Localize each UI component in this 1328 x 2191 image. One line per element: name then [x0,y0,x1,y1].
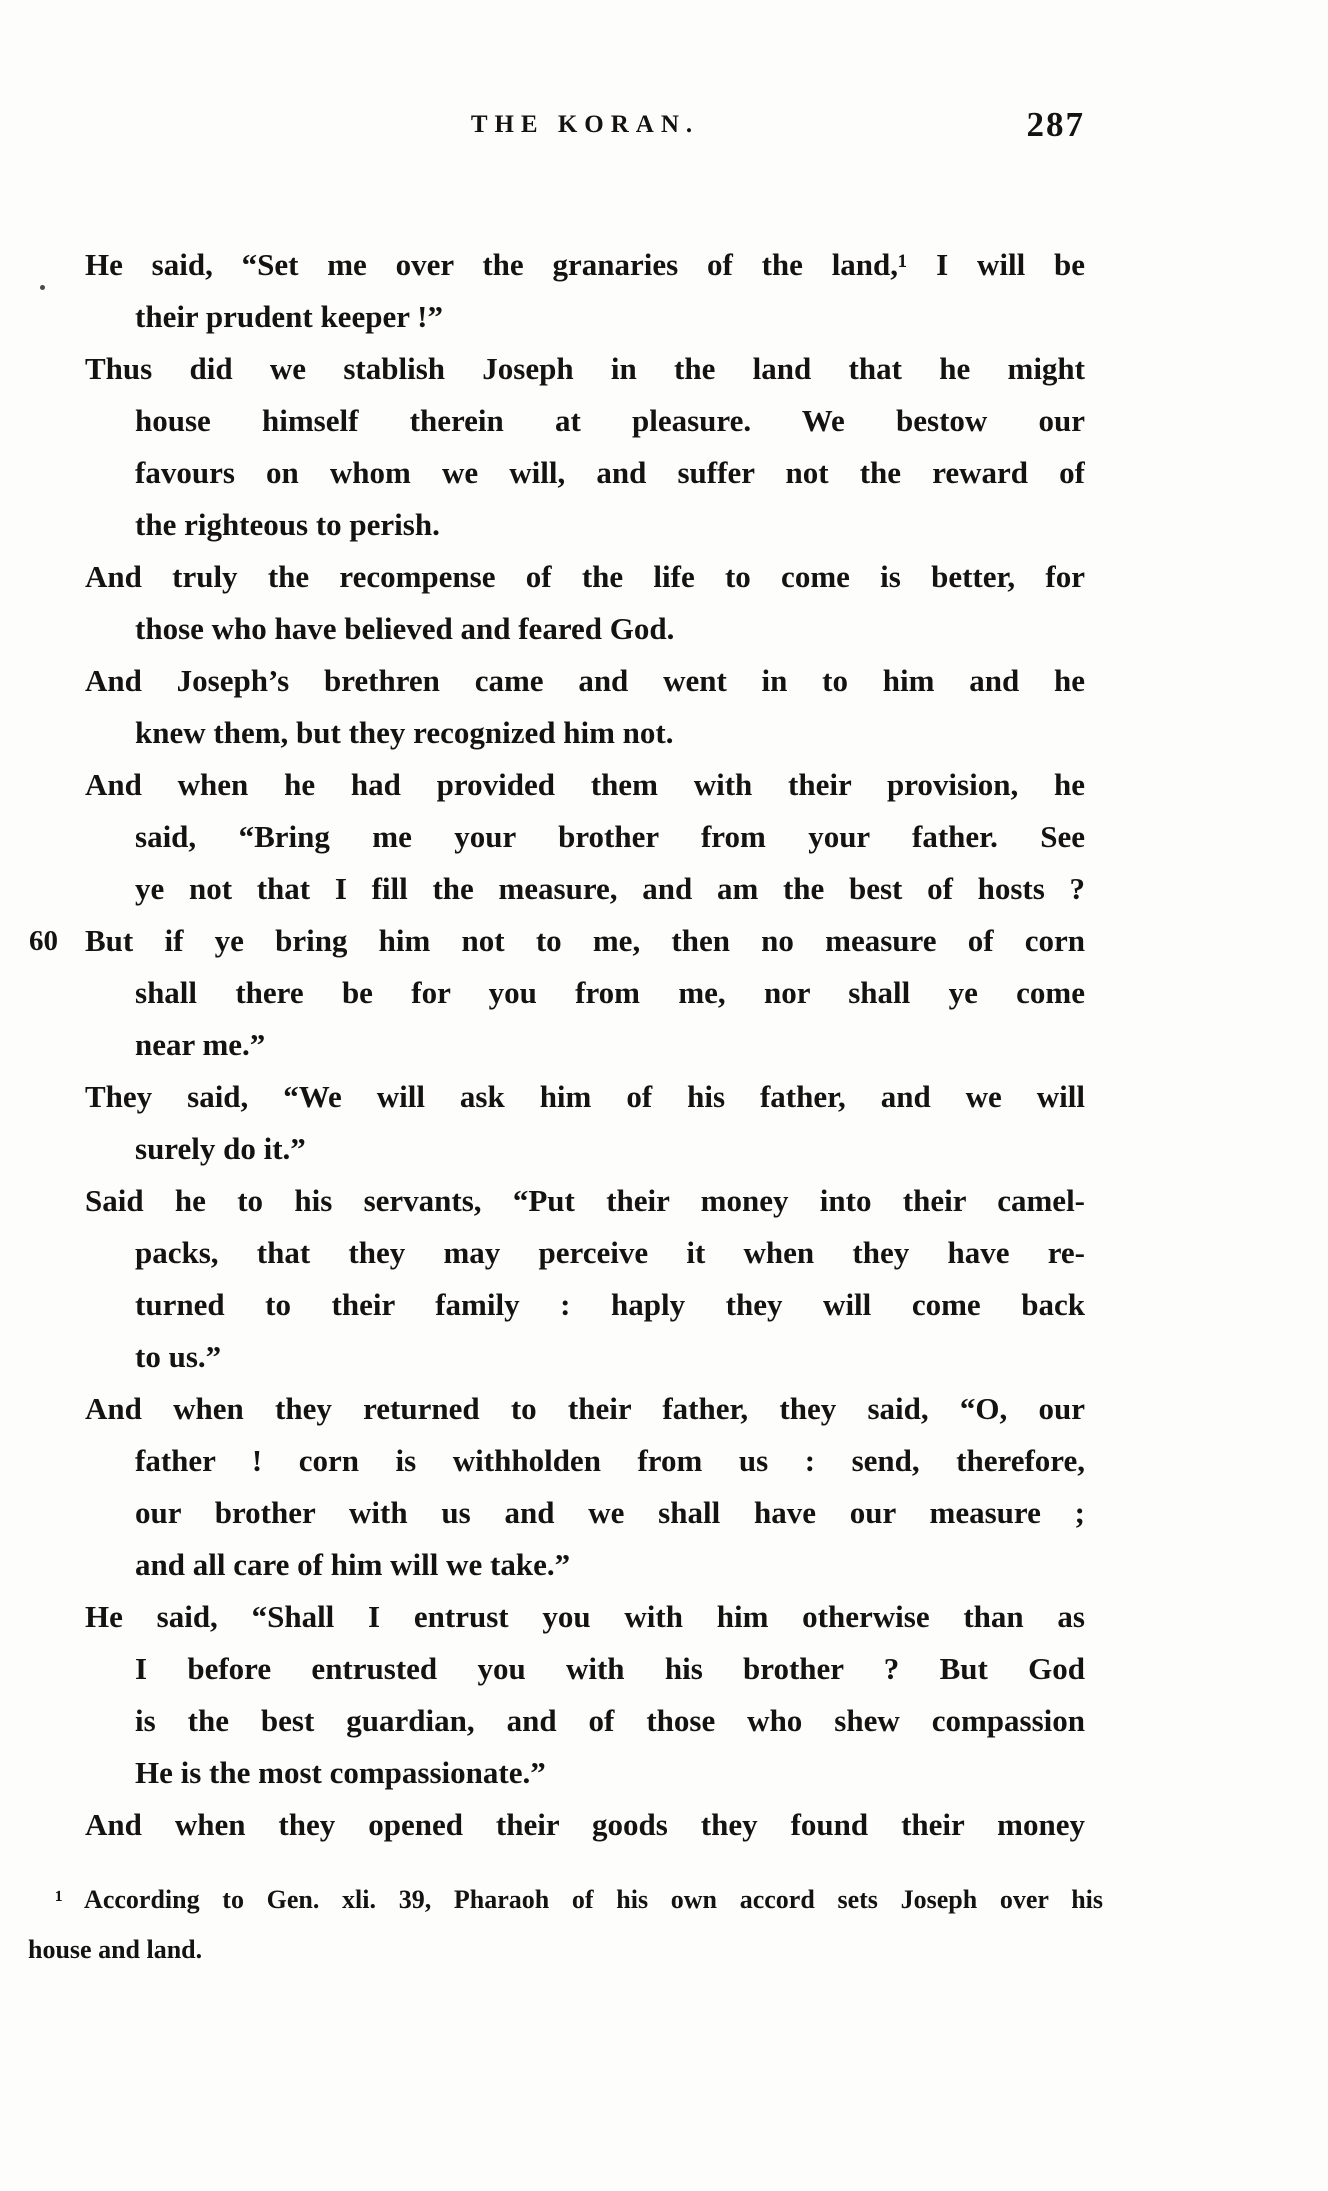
verse-line: is the best guardian, and of those who shew compassion [135,1703,1085,1738]
verse [85,239,1085,343]
verse-line: their prudent keeper !” [135,299,443,334]
verse-line: house himself therein at pleasure. We bestow our [135,403,1085,438]
verse-line: surely do it.” [135,1131,306,1166]
verse-line: Said he to his servants, “Put their money into their camel- [85,1183,1085,1218]
verse [85,1175,1085,1383]
verse-line: our brother with us and we shall have our measure ; [135,1495,1085,1530]
verse-line: They said, “We will ask him of his father, and we will [85,1079,1085,1114]
page-header [85,100,1085,150]
verse-line: But if ye bring him not to me, then no measure of corn [85,923,1085,958]
verse-line: I before entrusted you with his brother ? But God [135,1651,1085,1686]
verse-line: packs, that they may perceive it when they have re- [135,1235,1085,1270]
verse-line: and all care of him will we take.” [135,1547,571,1582]
print-artifact-dot [40,285,45,290]
verse [85,759,1085,915]
verse-number: 60 [29,925,58,957]
verse-line: near me.” [135,1027,266,1062]
verse [85,1071,1085,1175]
verse [85,655,1085,759]
footnote-line: ¹ According to Gen. xli. 39, Pharaoh of his own accord sets Joseph over his [55,1885,1103,1914]
verse-line: turned to their family : haply they will come back [135,1287,1085,1322]
page-number: 287 [1026,105,1085,144]
verse-line: those who have believed and feared God. [135,611,675,646]
verse [85,1591,1085,1799]
running-title: THE KORAN. [470,111,700,138]
verse-line: And Joseph’s brethren came and went in to him and he [85,663,1085,698]
verse-line: favours on whom we will, and suffer not the reward of [135,455,1085,490]
verse-line: ye not that I fill the measure, and am the best of hosts ? [135,871,1085,906]
footnote [28,1875,1103,1975]
verse [29,915,1085,1071]
verse-line: He said, “Shall I entrust you with him otherwise than as [85,1599,1085,1634]
verse-line: And truly the recompense of the life to come is better, for [85,559,1085,594]
verse-line: said, “Bring me your brother from your father. See [135,819,1085,854]
verse-line: the righteous to perish. [135,507,440,542]
verse [85,551,1085,655]
verse-line: And when they returned to their father, they said, “O, our [85,1391,1085,1426]
verse [85,1383,1085,1591]
verse-line: He is the most compassionate.” [135,1755,546,1790]
page-body [29,239,1085,1851]
verse-line: shall there be for you from me, nor shall ye come [135,975,1085,1010]
verse-line: He said, “Set me over the granaries of the land,¹ I will be [85,247,1085,282]
verse-line: And when he had provided them with their provision, he [85,767,1085,802]
verse [85,1799,1085,1851]
verse [85,343,1085,551]
verse-line: to us.” [135,1339,222,1374]
verse-line: father ! corn is withholden from us : send, therefore, [135,1443,1085,1478]
footnote-line: house and land. [28,1935,203,1964]
verse-line: Thus did we stablish Joseph in the land that he might [85,351,1085,386]
verse-line: And when they opened their goods they found their money [85,1807,1085,1842]
verse-line: knew them, but they recognized him not. [135,715,674,750]
